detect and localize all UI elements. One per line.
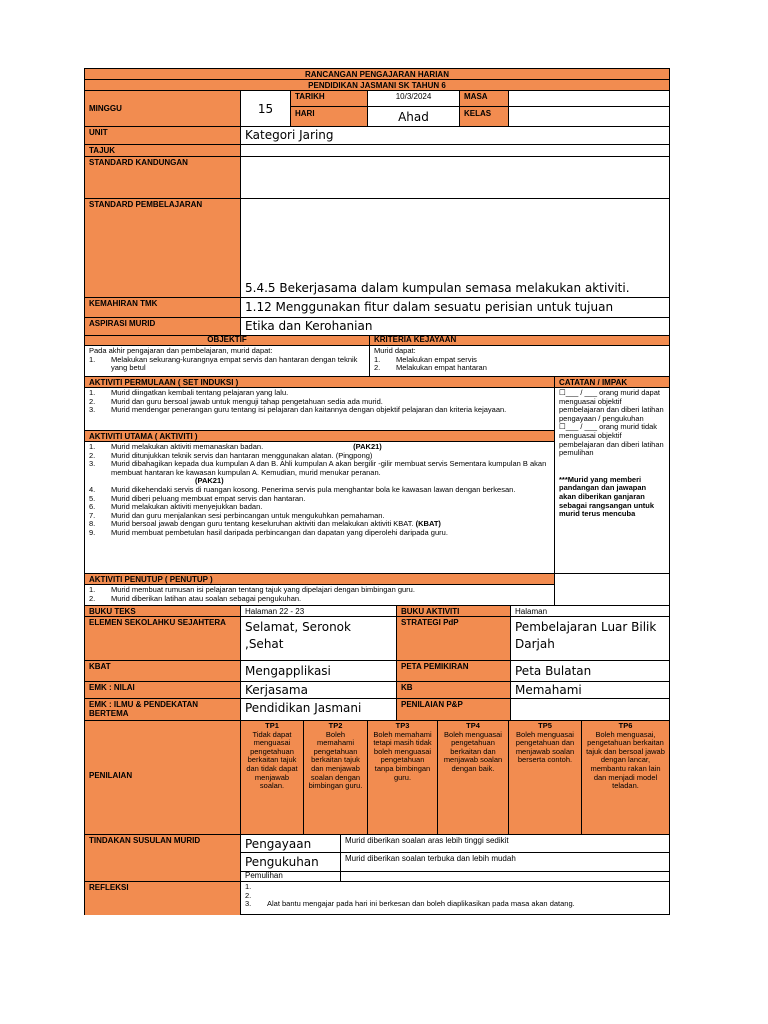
- list-item: 2. Murid dan guru bersoal jawab untuk menguji tahap pengetahuan sedia ada murid.: [89, 396, 383, 406]
- hari-label: HARI: [291, 107, 368, 127]
- objektif-label: OBJEKTIF: [85, 336, 370, 346]
- emk-nilai-value: Kerjasama: [241, 682, 397, 699]
- tarikh-value: 10/3/2024: [368, 91, 460, 107]
- emk-ilmu-value: Pendidikan Jasmani: [241, 699, 397, 721]
- list-item: 8. Murid bersoal jawab dengan guru tentang keseluruhan aktiviti dan melakukan aktiviti KBAT. (KBAT): [89, 519, 441, 529]
- kbat-label: KBAT: [85, 661, 241, 682]
- list-item: 1. Murid diingatkan kembali tentang pelajaran yang lalu.: [89, 388, 289, 397]
- tindakan-label: TINDAKAN SUSULAN MURID: [85, 835, 241, 882]
- objektif-intro: Pada akhir pengajaran dan pembelajaran, murid dapat:: [89, 346, 273, 355]
- tindakan-pengayaan-label: Pengayaan: [241, 835, 341, 853]
- tajuk-label: TAJUK: [85, 145, 241, 157]
- list-item: 6. Murid melakukan aktiviti menyejukkan badan.: [89, 502, 263, 512]
- list-item: 2. Murid diberikan latihan atau soalan sebagai pengukuhan.: [89, 593, 302, 603]
- strategi-value: Pembelajaran Luar Bilik Darjah: [511, 617, 670, 661]
- buku-aktiviti-label: BUKU AKTIVITI: [397, 606, 511, 617]
- lesson-plan-document: [84, 68, 670, 915]
- list-item: 4. Murid dikehendaki servis di ruangan kosong. Penerima servis pula menghantar bola ke kawasan lawan dengan berkesan.: [89, 484, 516, 494]
- minggu-value: 15: [241, 91, 291, 127]
- kriteria-label: KRITERIA KEJAYAAN: [370, 336, 670, 346]
- objektif-content: [85, 346, 370, 377]
- peta-value: Peta Bulatan: [511, 661, 670, 682]
- aspirasi-value: Etika dan Kerohanian: [241, 318, 670, 336]
- list-item: 9. Murid membuat pembetulan hasil daripada perbincangan dan dapatan yang diperolehi daripada guru.: [89, 527, 448, 537]
- kemahiran-tmk-value: 1.12 Menggunakan fitur dalam sesuatu perisian untuk tujuan: [241, 298, 670, 318]
- list-item: 2. Melakukan empat hantaran: [374, 363, 487, 373]
- minggu-label: MINGGU: [85, 91, 241, 127]
- peta-label: PETA PEMIKIRAN: [397, 661, 511, 682]
- standard-kandungan-label: STANDARD KANDUNGAN: [85, 157, 241, 199]
- list-item: 7. Murid dan guru menjalankan sesi perbincangan untuk mengukuhkan pemahaman.: [89, 510, 385, 520]
- standard-pembelajaran-label: STANDARD PEMBELAJARAN: [85, 199, 241, 298]
- hari-value: Ahad: [368, 107, 460, 127]
- list-item: 3. Alat bantu mengajar pada hari ini berkesan dan boleh diaplikasikan pada masa akan datang.: [245, 899, 575, 909]
- tp1-cell: TP1 Tidak dapat menguasai pengetahuan berkaitan tajuk dan tidak dapat menjawab soalan.: [241, 721, 304, 835]
- catatan-tidak-menguasai: ☐___ / ___ orang murid tidak menguasai objektif pembelajaran dan diberi latihan pemulihan: [559, 422, 664, 458]
- kbat-value: Mengapplikasi: [241, 661, 397, 682]
- list-item: 1. Murid melakukan aktiviti memanaskan badan. (PAK21): [89, 442, 382, 451]
- utama-content: [85, 442, 555, 574]
- penilaian-pnp-value: [511, 699, 670, 721]
- kriteria-list: [374, 356, 665, 373]
- unit-value: Kategori Jaring: [241, 127, 670, 145]
- standard-kandungan-value: [241, 157, 670, 199]
- tp5-cell: TP5 Boleh menguasai pengetahuan dan menjawab soalan berserta contoh.: [509, 721, 582, 835]
- penutup-content: [85, 585, 555, 606]
- masa-value: [509, 91, 670, 107]
- tp3-cell: TP3 Boleh memahami tetapi masih tidak boleh menguasai pengetahuan tanpa bimbingan guru.: [368, 721, 438, 835]
- masa-label: MASA: [460, 91, 509, 107]
- kriteria-content: [370, 346, 670, 377]
- utama-label: AKTIVITI UTAMA ( AKTIVITI ): [85, 431, 555, 442]
- catatan-blank: [555, 574, 670, 606]
- header-subtitle: PENDIDIKAN JASMANI SK TAHUN 6: [85, 80, 670, 91]
- buku-teks-label: BUKU TEKS: [85, 606, 241, 617]
- refleksi-content: [241, 882, 670, 915]
- list-item: 3. Murid dibahagikan kepada dua kumpulan A dan B. Ahli kumpulan A akan bergilir -gilir membuat servis Sementara kumpulan B akan membuat hantaran ke kawasan kumpulan A. Kemudian, murid menukar peranan. (PAK21): [89, 459, 547, 486]
- list-item: 5. Murid diberi peluang membuat empat servis dan hantaran.: [89, 493, 306, 503]
- kemahiran-tmk-label: KEMAHIRAN TMK: [85, 298, 241, 318]
- penilaian-label: PENILAIAN: [85, 721, 241, 835]
- tindakan-pengukuhan-value: Murid diberikan soalan terbuka dan lebih mudah: [341, 853, 670, 872]
- penutup-label: AKTIVITI PENUTUP ( PENUTUP ): [85, 574, 555, 585]
- unit-label: UNIT: [85, 127, 241, 145]
- list-item: 2.: [245, 890, 252, 900]
- tindakan-pemulihan-label: Pemulihan: [241, 872, 341, 882]
- permulaan-label: AKTIVITI PERMULAAN ( SET INDUKSI ): [85, 377, 555, 388]
- list-item: 1. Murid membuat rumusan isi pelajaran tentang tajuk yang dipelajari dengan bimbingan guru.: [89, 585, 415, 594]
- kb-label: KB: [397, 682, 511, 699]
- tarikh-label: TARIKH: [291, 91, 368, 107]
- list-item: 2. Murid ditunjukkan teknik servis dan hantaran menggunakan alatan. (Pingpong): [89, 450, 373, 460]
- buku-aktiviti-value: Halaman: [511, 606, 670, 617]
- penutup-list: [89, 586, 550, 603]
- utama-list: [89, 443, 550, 538]
- header-title: RANCANGAN PENGAJARAN HARIAN: [85, 69, 670, 80]
- list-item: 3. Murid mendengar penerangan guru tentang isi pelajaran dan kaitannya dengan objektif pelajaran dan kriteria kejayaan.: [89, 405, 507, 415]
- kriteria-intro: Murid dapat:: [374, 346, 416, 355]
- emk-nilai-label: EMK : NILAI: [85, 682, 241, 699]
- kelas-label: KELAS: [460, 107, 509, 127]
- tp2-cell: TP2 Boleh memahami pengetahuan berkaitan tajuk dan menjawab soalan dengan bimbingan guru.: [304, 721, 368, 835]
- tindakan-pengukuhan-label: Pengukuhan: [241, 853, 341, 872]
- permulaan-list: [89, 389, 550, 415]
- catatan-note: ***Murid yang memberi pandangan dan jawapan akan diberikan ganjaran sebagai rangsangan untuk murid terus mencuba: [559, 474, 655, 519]
- permulaan-content: [85, 388, 555, 431]
- elemen-label: ELEMEN SEKOLAHKU SEJAHTERA: [85, 617, 241, 661]
- emk-ilmu-label: EMK : ILMU & PENDEKATAN BERTEMA: [85, 699, 241, 721]
- catatan-label: CATATAN / IMPAK: [555, 377, 670, 388]
- standard-pembelajaran-value: 5.4.5 Bekerjasama dalam kumpulan semasa melakukan aktiviti.: [241, 199, 670, 298]
- tindakan-pengayaan-value: Murid diberikan soalan aras lebih tinggi sedikit: [341, 835, 670, 853]
- kb-value: Memahami: [511, 682, 670, 699]
- objektif-list: [89, 356, 365, 373]
- kelas-value: [509, 107, 670, 127]
- strategi-label: STRATEGI PdP: [397, 617, 511, 661]
- tindakan-pemulihan-value: [341, 872, 670, 882]
- catatan-menguasai: ☐___ / ___ orang murid dapat menguasai objektif pembelajaran dan diberi latihan pengayaan / pengukuhan: [559, 388, 664, 423]
- refleksi-list: [245, 883, 665, 909]
- penilaian-pnp-label: PENILAIAN P&P: [397, 699, 511, 721]
- list-item: 1. Melakukan empat servis: [374, 354, 477, 364]
- buku-teks-value: Halaman 22 - 23: [241, 606, 397, 617]
- refleksi-label: REFLEKSI: [85, 882, 241, 915]
- catatan-content: [555, 388, 670, 574]
- list-item: 1.: [245, 882, 252, 891]
- tp4-cell: TP4 Boleh menguasai pengetahuan berkaitan dan menjawab soalan dengan baik.: [438, 721, 509, 835]
- elemen-value: Selamat, Seronok ,Sehat: [241, 617, 397, 661]
- tp6-cell: TP6 Boleh menguasai, pengetahuan berkaitan tajuk dan bersoal jawab dengan lancar, membantu rakan lain dan menjadi model teladan.: [582, 721, 670, 835]
- tajuk-value: [241, 145, 670, 157]
- aspirasi-label: ASPIRASI MURID: [85, 318, 241, 336]
- list-item: 1. Melakukan sekurang-kurangnya empat servis dan hantaran dengan teknik yang betul: [89, 354, 358, 373]
